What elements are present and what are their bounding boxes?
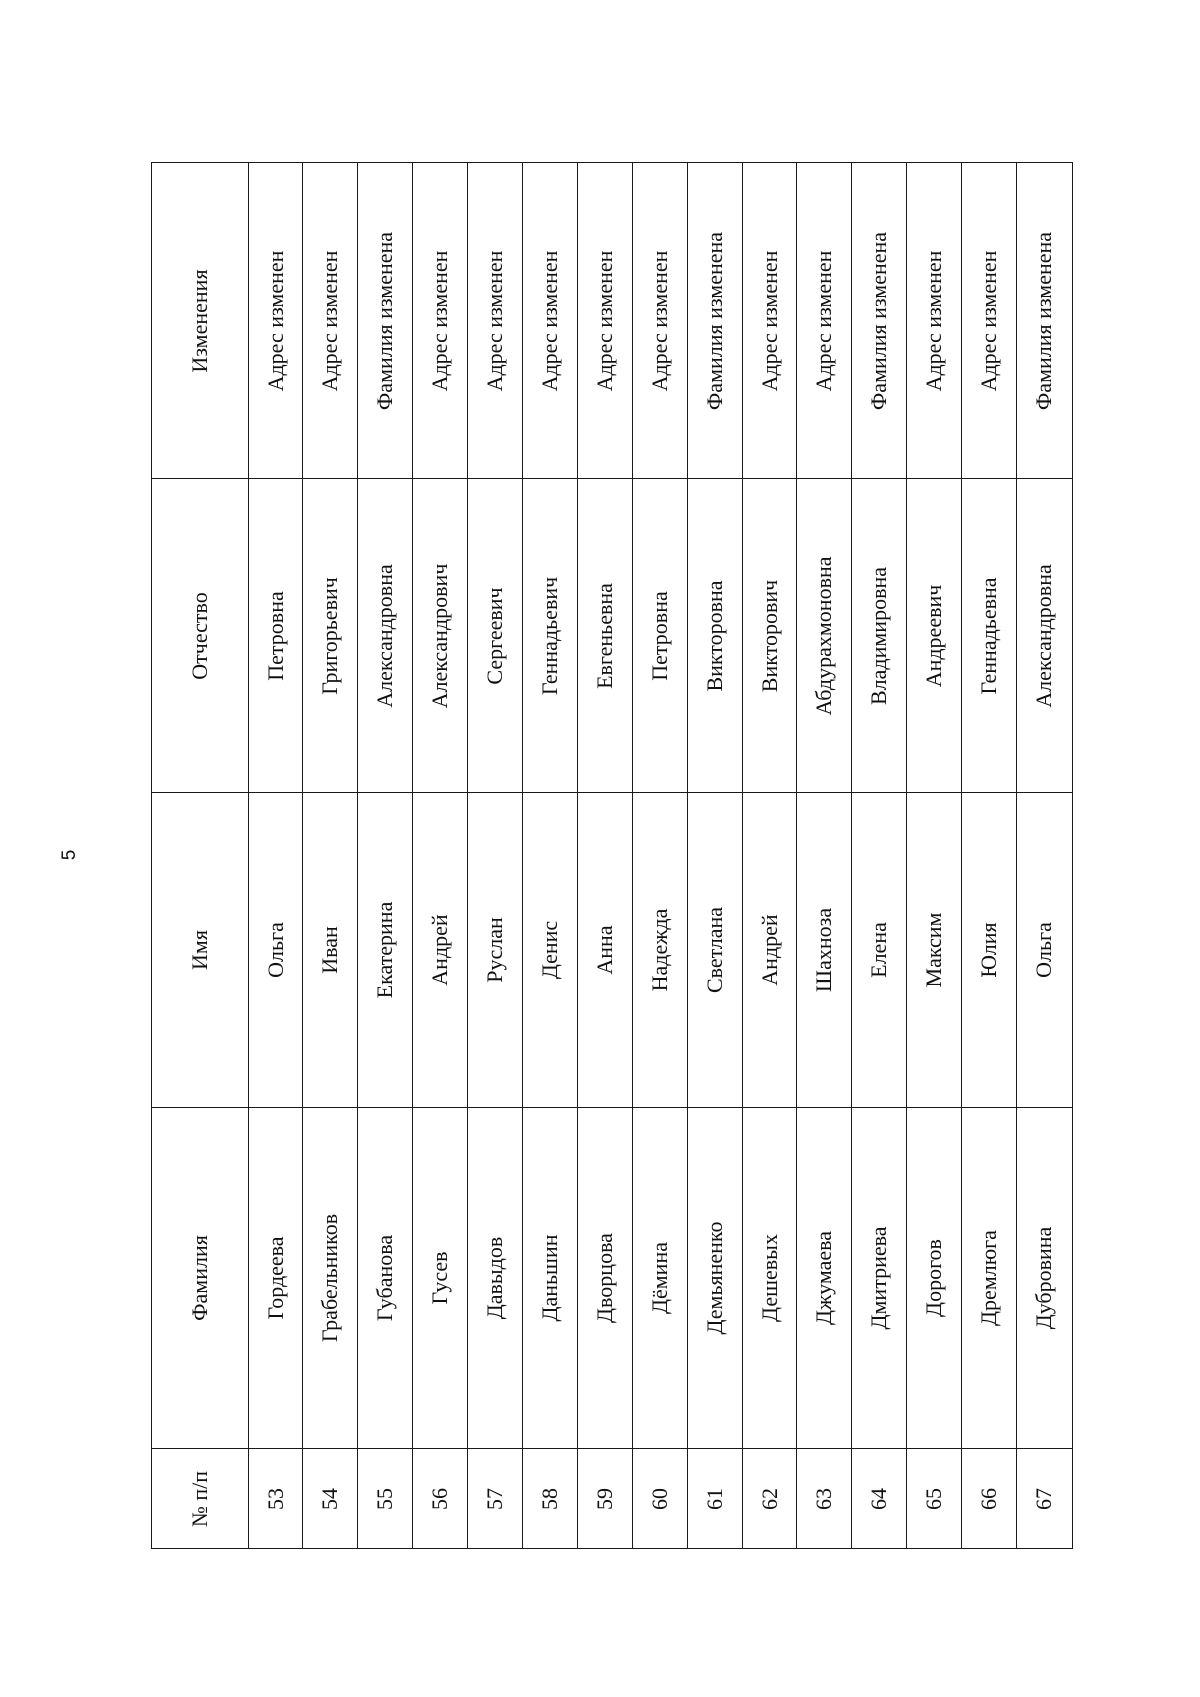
surname-text: Дворцова: [591, 1233, 617, 1323]
surname-text: Губанова: [372, 1234, 398, 1322]
surname-cell: [743, 1107, 797, 1448]
changes-cell: [358, 163, 412, 478]
surname-cell: [907, 1107, 961, 1448]
header-changes-label: Изменения: [186, 268, 212, 373]
table-row: [743, 163, 798, 1548]
patronymic-cell: [743, 478, 797, 792]
header-changes-cell: [152, 163, 248, 478]
number-cell: [852, 1448, 906, 1548]
patronymic-cell: [797, 478, 851, 792]
surname-cell: [962, 1107, 1016, 1448]
changes-text: Адрес изменен: [317, 250, 343, 391]
num-text: 66: [976, 1487, 1002, 1510]
patronymic-text: Евгеньевна: [591, 582, 617, 689]
name-cell: [852, 792, 906, 1107]
patronymic-cell: [962, 478, 1016, 792]
changes-text: Адрес изменен: [756, 250, 782, 391]
patronymic-cell: [688, 478, 742, 792]
table-row: [852, 163, 907, 1548]
num-text: 65: [921, 1487, 947, 1510]
name-text: Максим: [921, 912, 947, 988]
changes-text: Фамилия изменена: [1031, 231, 1057, 410]
number-cell: [249, 1448, 303, 1548]
changes-text: Адрес изменен: [921, 250, 947, 391]
changes-cell: [688, 163, 742, 478]
patronymic-text: Александровна: [1031, 563, 1057, 708]
table-rows: [152, 163, 1072, 1548]
patronymic-cell: [1017, 478, 1072, 792]
changes-text: Адрес изменен: [646, 250, 672, 391]
surname-text: Давыдов: [482, 1236, 508, 1320]
header-num-label: № п/п: [186, 1470, 212, 1527]
patronymic-text: Петровна: [646, 590, 672, 681]
name-cell: [743, 792, 797, 1107]
number-cell: [523, 1448, 577, 1548]
surname-cell: [523, 1107, 577, 1448]
header-surname-cell: [152, 1107, 248, 1448]
name-text: Иван: [317, 926, 343, 974]
patronymic-text: Геннадьевич: [536, 576, 562, 695]
surname-cell: [413, 1107, 467, 1448]
num-text: 53: [262, 1487, 288, 1510]
number-cell: [358, 1448, 412, 1548]
surname-cell: [578, 1107, 632, 1448]
changes-text: Фамилия изменена: [372, 231, 398, 410]
patronymic-text: Абдурахмоновна: [811, 556, 837, 715]
number-cell: [907, 1448, 961, 1548]
surname-cell: [797, 1107, 851, 1448]
number-cell: [743, 1448, 797, 1548]
number-cell: [1017, 1448, 1072, 1548]
changes-cell: [1017, 163, 1072, 478]
header-name-label: Имя: [186, 930, 212, 970]
number-cell: [688, 1448, 742, 1548]
patronymic-text: Викторовна: [701, 579, 727, 692]
num-text: 57: [482, 1487, 508, 1510]
surname-text: Демьяненко: [701, 1221, 727, 1335]
patronymic-text: Григорьевич: [317, 576, 343, 695]
patronymic-text: Владимировна: [866, 566, 892, 705]
surname-text: Гордеева: [262, 1236, 288, 1320]
num-text: 63: [811, 1487, 837, 1510]
surname-cell: [468, 1107, 522, 1448]
name-cell: [688, 792, 742, 1107]
changes-cell: [797, 163, 851, 478]
changes-text: Фамилия изменена: [866, 231, 892, 410]
name-cell: [962, 792, 1016, 1107]
header-name-cell: [152, 792, 248, 1107]
name-text: Руслан: [482, 917, 508, 983]
table-row: [249, 163, 304, 1548]
surname-text: Грабельников: [317, 1213, 343, 1343]
header-patronymic-label: Отчество: [186, 591, 212, 680]
patronymic-cell: [358, 478, 412, 792]
changes-cell: [962, 163, 1016, 478]
table-row: [962, 163, 1017, 1548]
table-row: [523, 163, 578, 1548]
page-number: 5: [59, 849, 80, 861]
header-number-cell: [152, 1448, 248, 1548]
changes-cell: [413, 163, 467, 478]
changes-text: Адрес изменен: [976, 250, 1002, 391]
surname-text: Джумаева: [811, 1230, 837, 1326]
table-row: [797, 163, 852, 1548]
num-text: 56: [427, 1487, 453, 1510]
number-cell: [962, 1448, 1016, 1548]
name-text: Ольга: [262, 922, 288, 978]
changes-cell: [907, 163, 961, 478]
surname-text: Дёмина: [646, 1241, 672, 1315]
num-text: 61: [701, 1487, 727, 1510]
table-row: [358, 163, 413, 1548]
changes-cell: [743, 163, 797, 478]
table-row: [303, 163, 358, 1548]
name-cell: [797, 792, 851, 1107]
name-cell: [1017, 792, 1072, 1107]
changes-text: Адрес изменен: [482, 250, 508, 391]
num-text: 54: [317, 1487, 343, 1510]
surname-cell: [633, 1107, 687, 1448]
name-text: Светлана: [701, 906, 727, 994]
surname-cell: [358, 1107, 412, 1448]
patronymic-text: Александрович: [427, 563, 453, 708]
patronymic-cell: [907, 478, 961, 792]
name-text: Надежда: [646, 908, 672, 992]
surname-text: Дмитриева: [866, 1226, 892, 1330]
name-cell: [358, 792, 412, 1107]
patronymic-cell: [633, 478, 687, 792]
surname-text: Гусев: [427, 1251, 453, 1305]
surname-text: Дремлюга: [976, 1230, 1002, 1326]
patronymic-cell: [413, 478, 467, 792]
surname-text: Даньшин: [536, 1234, 562, 1322]
table-row: [578, 163, 633, 1548]
surname-cell: [1017, 1107, 1072, 1448]
patronymic-text: Викторович: [756, 579, 782, 692]
name-cell: [633, 792, 687, 1107]
table-row: [633, 163, 688, 1548]
header-surname-label: Фамилия: [186, 1235, 212, 1321]
name-cell: [907, 792, 961, 1107]
name-text: Денис: [536, 920, 562, 980]
patronymic-cell: [249, 478, 303, 792]
table-row: [907, 163, 962, 1548]
patronymic-cell: [852, 478, 906, 792]
changes-text: Адрес изменен: [262, 250, 288, 391]
table-row: [413, 163, 468, 1548]
changes-cell: [303, 163, 357, 478]
name-cell: [249, 792, 303, 1107]
surname-text: Дешевых: [756, 1234, 782, 1322]
changes-cell: [633, 163, 687, 478]
changes-cell: [852, 163, 906, 478]
num-text: 55: [372, 1487, 398, 1510]
number-cell: [468, 1448, 522, 1548]
name-text: Ольга: [1031, 922, 1057, 978]
patronymic-cell: [303, 478, 357, 792]
number-cell: [303, 1448, 357, 1548]
table-row: [688, 163, 743, 1548]
surname-cell: [688, 1107, 742, 1448]
num-text: 59: [591, 1487, 617, 1510]
number-cell: [633, 1448, 687, 1548]
surname-cell: [852, 1107, 906, 1448]
surname-cell: [303, 1107, 357, 1448]
changes-cell: [523, 163, 577, 478]
changes-text: Адрес изменен: [536, 250, 562, 391]
patronymic-text: Сергеевич: [482, 586, 508, 685]
patronymic-text: Геннадьевна: [976, 576, 1002, 695]
table-row: [468, 163, 523, 1548]
number-cell: [797, 1448, 851, 1548]
name-text: Андрей: [427, 914, 453, 986]
patronymic-text: Александровна: [372, 563, 398, 708]
name-text: Елена: [866, 922, 892, 978]
surname-text: Дорогов: [921, 1239, 947, 1317]
header-patronymic-cell: [152, 478, 248, 792]
patronymic-text: Андреевич: [921, 584, 947, 687]
header-row: [152, 163, 249, 1548]
name-text: Анна: [591, 925, 617, 975]
num-text: 62: [756, 1487, 782, 1510]
num-text: 64: [866, 1487, 892, 1510]
table-row: [1017, 163, 1072, 1548]
name-cell: [523, 792, 577, 1107]
changes-cell: [249, 163, 303, 478]
name-text: Андрей: [756, 914, 782, 986]
name-cell: [578, 792, 632, 1107]
name-cell: [303, 792, 357, 1107]
patronymic-text: Петровна: [262, 590, 288, 681]
changes-cell: [578, 163, 632, 478]
name-cell: [468, 792, 522, 1107]
changes-text: Адрес изменен: [591, 250, 617, 391]
number-cell: [413, 1448, 467, 1548]
changes-text: Адрес изменен: [811, 250, 837, 391]
patronymic-cell: [523, 478, 577, 792]
surname-text: Дубровина: [1031, 1226, 1057, 1330]
name-cell: [413, 792, 467, 1107]
records-table: [151, 162, 1073, 1549]
name-text: Шахноза: [811, 907, 837, 993]
surname-cell: [249, 1107, 303, 1448]
num-text: 67: [1031, 1487, 1057, 1510]
name-text: Юлия: [976, 922, 1002, 978]
patronymic-cell: [578, 478, 632, 792]
changes-cell: [468, 163, 522, 478]
num-text: 58: [536, 1487, 562, 1510]
changes-text: Фамилия изменена: [701, 231, 727, 410]
changes-text: Адрес изменен: [427, 250, 453, 391]
number-cell: [578, 1448, 632, 1548]
name-text: Екатерина: [372, 901, 398, 999]
patronymic-cell: [468, 478, 522, 792]
num-text: 60: [646, 1487, 672, 1510]
